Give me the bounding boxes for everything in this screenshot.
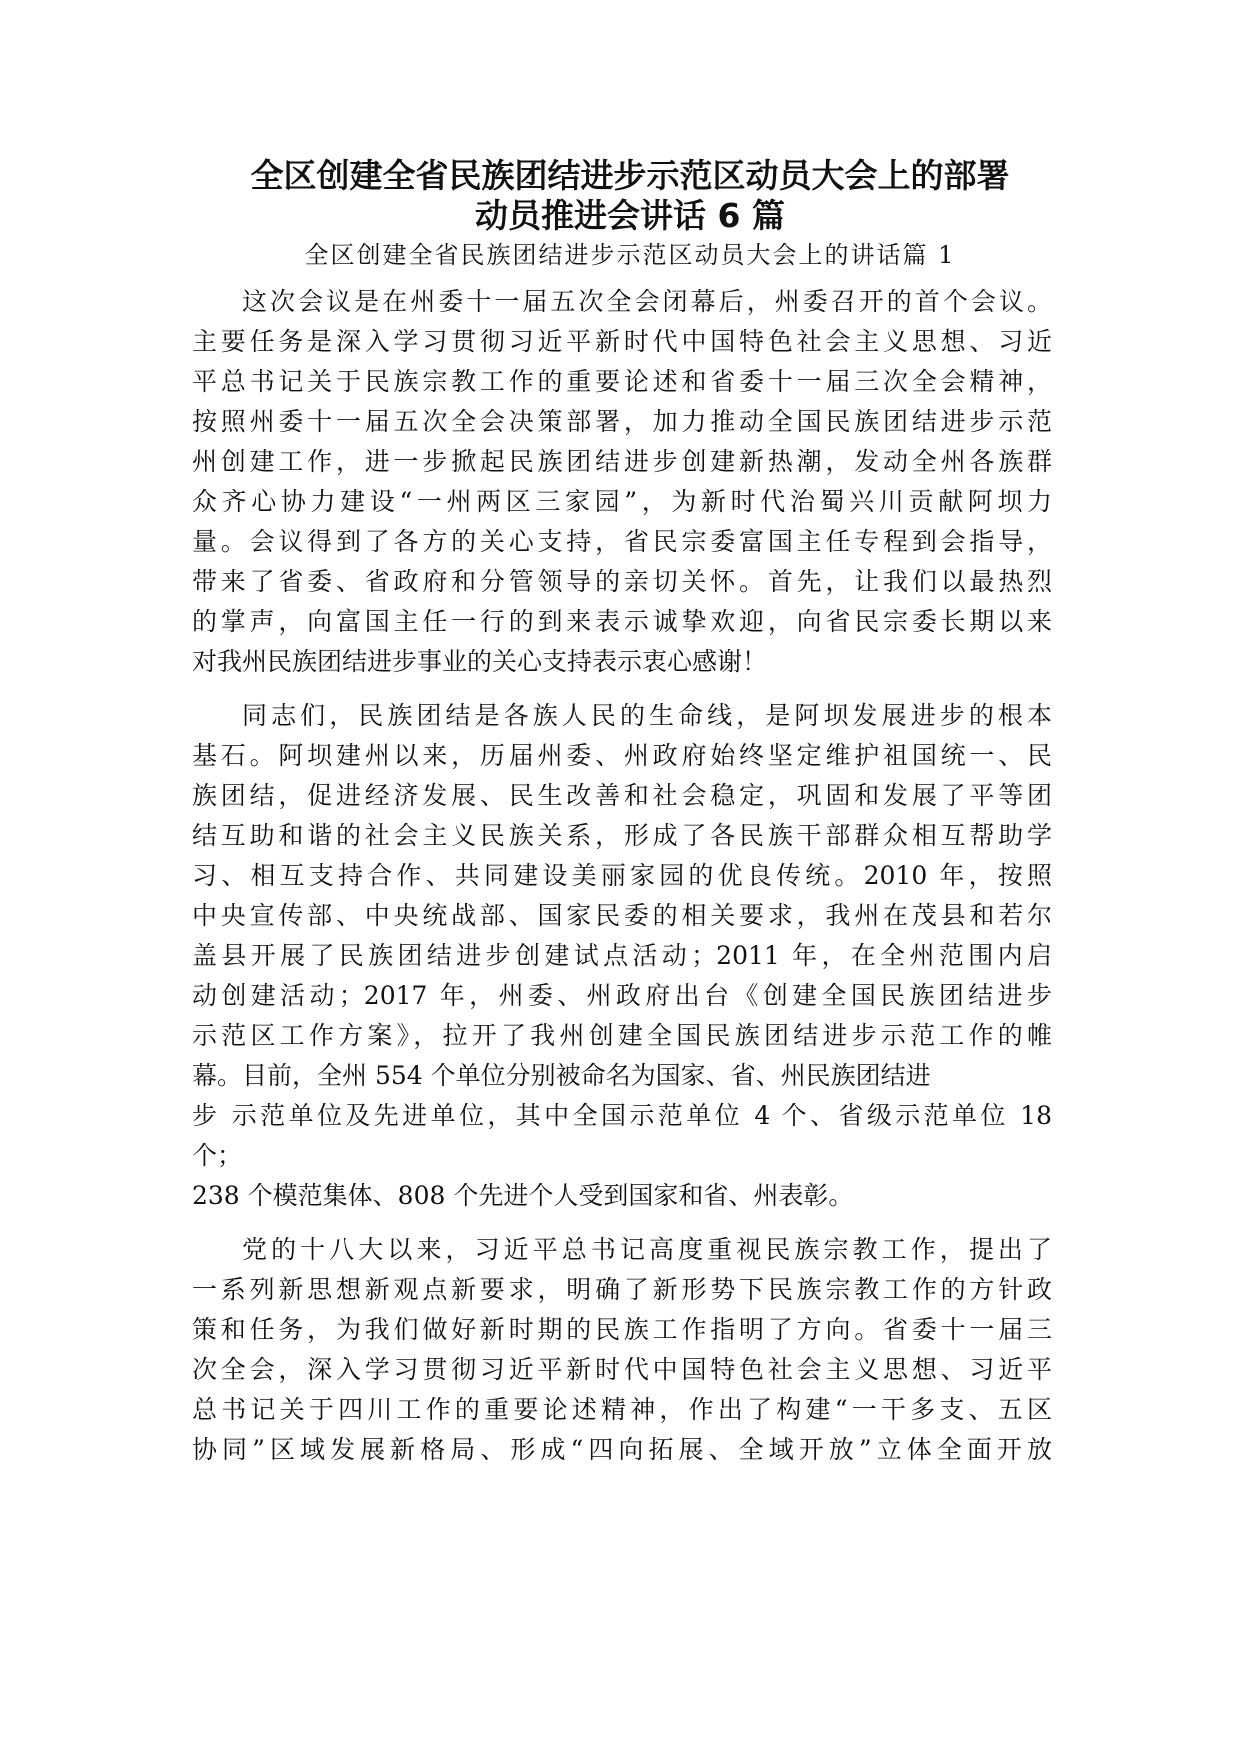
document-title-line-1: 全区创建全省民族团结进步示范区动员大会上的部署 xyxy=(250,156,1010,195)
text-line: 基石。阿坝建州以来，历届州委、州政府始终坚定维护祖国统一、民 xyxy=(192,741,1052,770)
text-line: 一系列新思想新观点新要求，明确了新形势下民族宗教工作的方针政 xyxy=(192,1275,1052,1304)
text-line: 党的十八大以来，习近平总书记高度重视民族宗教工作，提出了 xyxy=(242,1235,1052,1264)
text-line: 州创建工作，进一步掀起民族团结进步创建新热潮，发动全州各族群 xyxy=(192,447,1052,476)
document-title-line-2: 动员推进会讲话 6 篇 xyxy=(475,196,785,235)
text-line: 幕。目前，全州 554 个单位分别被命名为国家、省、州民族团结进 xyxy=(192,1061,931,1090)
text-line: 主要任务是深入学习贯彻习近平新时代中国特色社会主义思想、习近 xyxy=(192,327,1052,356)
text-line: 量。会议得到了各方的关心支持，省民宗委富国主任专程到会指导， xyxy=(192,527,1052,556)
paragraph-gap xyxy=(192,682,1052,696)
text-line: 带来了省委、省政府和分管领导的亲切关怀。首先，让我们以最热烈 xyxy=(192,567,1052,596)
text-line: 动创建活动；2017 年，州委、州政府出台《创建全国民族团结进步 xyxy=(192,981,1052,1010)
text-line: 族团结，促进经济发展、民生改善和社会稳定，巩固和发展了平等团 xyxy=(192,781,1052,810)
text-line: 平总书记关于民族宗教工作的重要论述和省委十一届三次全会精神， xyxy=(192,367,1052,396)
text-line: 对我州民族团结进步事业的关心支持表示衷心感谢！ xyxy=(192,647,768,676)
paragraph-1 xyxy=(192,282,1052,682)
text-line: 策和任务，为我们做好新时期的民族工作指明了方向。省委十一届三 xyxy=(192,1315,1052,1344)
document-body xyxy=(192,282,1052,1470)
text-line: 按照州委十一届五次全会决策部署，加力推动全国民族团结进步示范 xyxy=(192,407,1052,436)
text-line: 示范区工作方案》，拉开了我州创建全国民族团结进步示范工作的帷 xyxy=(192,1021,1052,1050)
paragraph-2 xyxy=(192,696,1052,1216)
text-line: 个； xyxy=(192,1141,243,1170)
text-line: 步 示范单位及先进单位，其中全国示范单位 4 个、省级示范单位 18 xyxy=(192,1101,1052,1130)
text-line: 协同”区域发展新格局、形成“四向拓展、全域开放”立体全面开放 xyxy=(192,1435,1052,1464)
text-line: 众齐心协力建设“一州两区三家园”，为新时代治蜀兴川贡献阿坝力 xyxy=(192,487,1052,516)
paragraph-3 xyxy=(192,1230,1052,1470)
text-line: 盖县开展了民族团结进步创建试点活动；2011 年，在全州范围内启 xyxy=(192,941,1052,970)
paragraph-gap xyxy=(192,1216,1052,1230)
text-line: 238 个模范集体、808 个先进个人受到国家和省、州表彰。 xyxy=(192,1181,854,1210)
text-line: 同志们，民族团结是各族人民的生命线，是阿坝发展进步的根本 xyxy=(242,701,1052,730)
text-line: 中央宣传部、中央统战部、国家民委的相关要求，我州在茂县和若尔 xyxy=(192,901,1052,930)
text-line: 次全会，深入学习贯彻习近平新时代中国特色社会主义思想、习近平 xyxy=(192,1355,1052,1384)
document-subtitle: 全区创建全省民族团结进步示范区动员大会上的讲话篇 1 xyxy=(304,241,956,269)
text-line: 这次会议是在州委十一届五次全会闭幕后，州委召开的首个会议。 xyxy=(242,287,1052,316)
text-line: 结互助和谐的社会主义民族关系，形成了各民族干部群众相互帮助学 xyxy=(192,821,1052,850)
text-line: 习、相互支持合作、共同建设美丽家园的优良传统。2010 年，按照 xyxy=(192,861,1052,890)
text-line: 的掌声，向富国主任一行的到来表示诚挚欢迎，向省民宗委长期以来 xyxy=(192,607,1052,636)
text-line: 总书记关于四川工作的重要论述精神，作出了构建“一干多支、五区 xyxy=(192,1395,1052,1424)
